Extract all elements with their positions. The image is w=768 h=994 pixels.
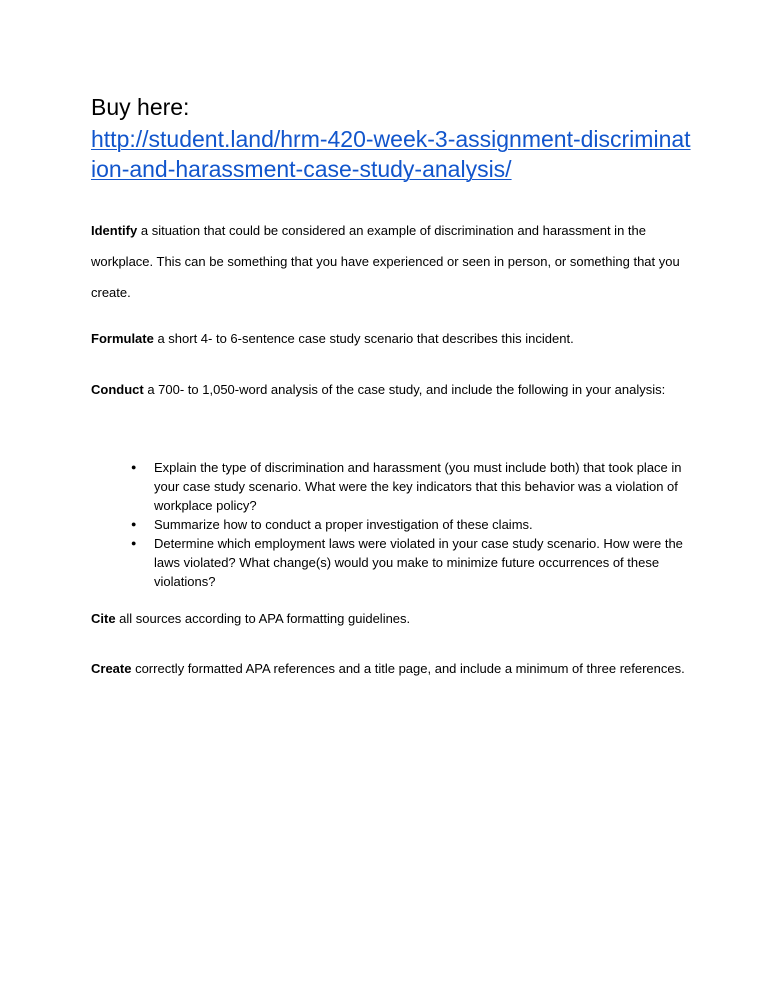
list-item <box>91 534 691 591</box>
paragraph-identify <box>91 215 691 308</box>
bullet-icon: ● <box>131 519 137 529</box>
bullet-icon: ● <box>131 462 137 472</box>
buy-here-label: Buy here: <box>91 94 190 120</box>
paragraph-lead: Identify <box>91 223 138 238</box>
bullet-icon: ● <box>131 538 137 548</box>
paragraph-conduct <box>91 374 691 405</box>
paragraph-lead: Formulate <box>91 331 154 346</box>
paragraph-text: a 700- to 1,050-word analysis of the case study, and include the following in your analysis: <box>143 382 666 397</box>
list-item <box>91 458 691 515</box>
list-item-text: Determine which employment laws were violated in your case study scenario. How were the laws violated? What change(s) would you make to minimize future occurrences of these violations? <box>154 536 683 589</box>
list-item-text: Explain the type of discrimination and harassment (you must include both) that took place in your case study scenario. What were the key indicators that this behavior was a violation of workplace policy? <box>154 460 682 513</box>
paragraph-cite <box>91 603 691 634</box>
analysis-requirements-list <box>91 458 691 591</box>
purchase-link[interactable]: http://student.land/hrm-420-week-3-assignment-discrimination-and-harassment-case-study-analysis/ <box>91 126 691 182</box>
paragraph-text: all sources according to APA formatting guidelines. <box>115 611 411 626</box>
paragraph-lead: Create <box>91 661 132 676</box>
paragraph-formulate <box>91 323 691 354</box>
paragraph-text: correctly formatted APA references and a title page, and include a minimum of three references. <box>131 661 685 676</box>
paragraph-text: a short 4- to 6-sentence case study scenario that describes this incident. <box>153 331 574 346</box>
paragraph-lead: Cite <box>91 611 116 626</box>
paragraph-lead: Conduct <box>91 382 144 397</box>
paragraph-text: a situation that could be considered an example of discrimination and harassment in the workplace. This can be something that you have experienced or seen in person, or something that you create. <box>91 223 680 300</box>
paragraph-create <box>91 653 691 684</box>
list-item <box>91 515 691 534</box>
list-item-text: Summarize how to conduct a proper investigation of these claims. <box>154 517 533 532</box>
